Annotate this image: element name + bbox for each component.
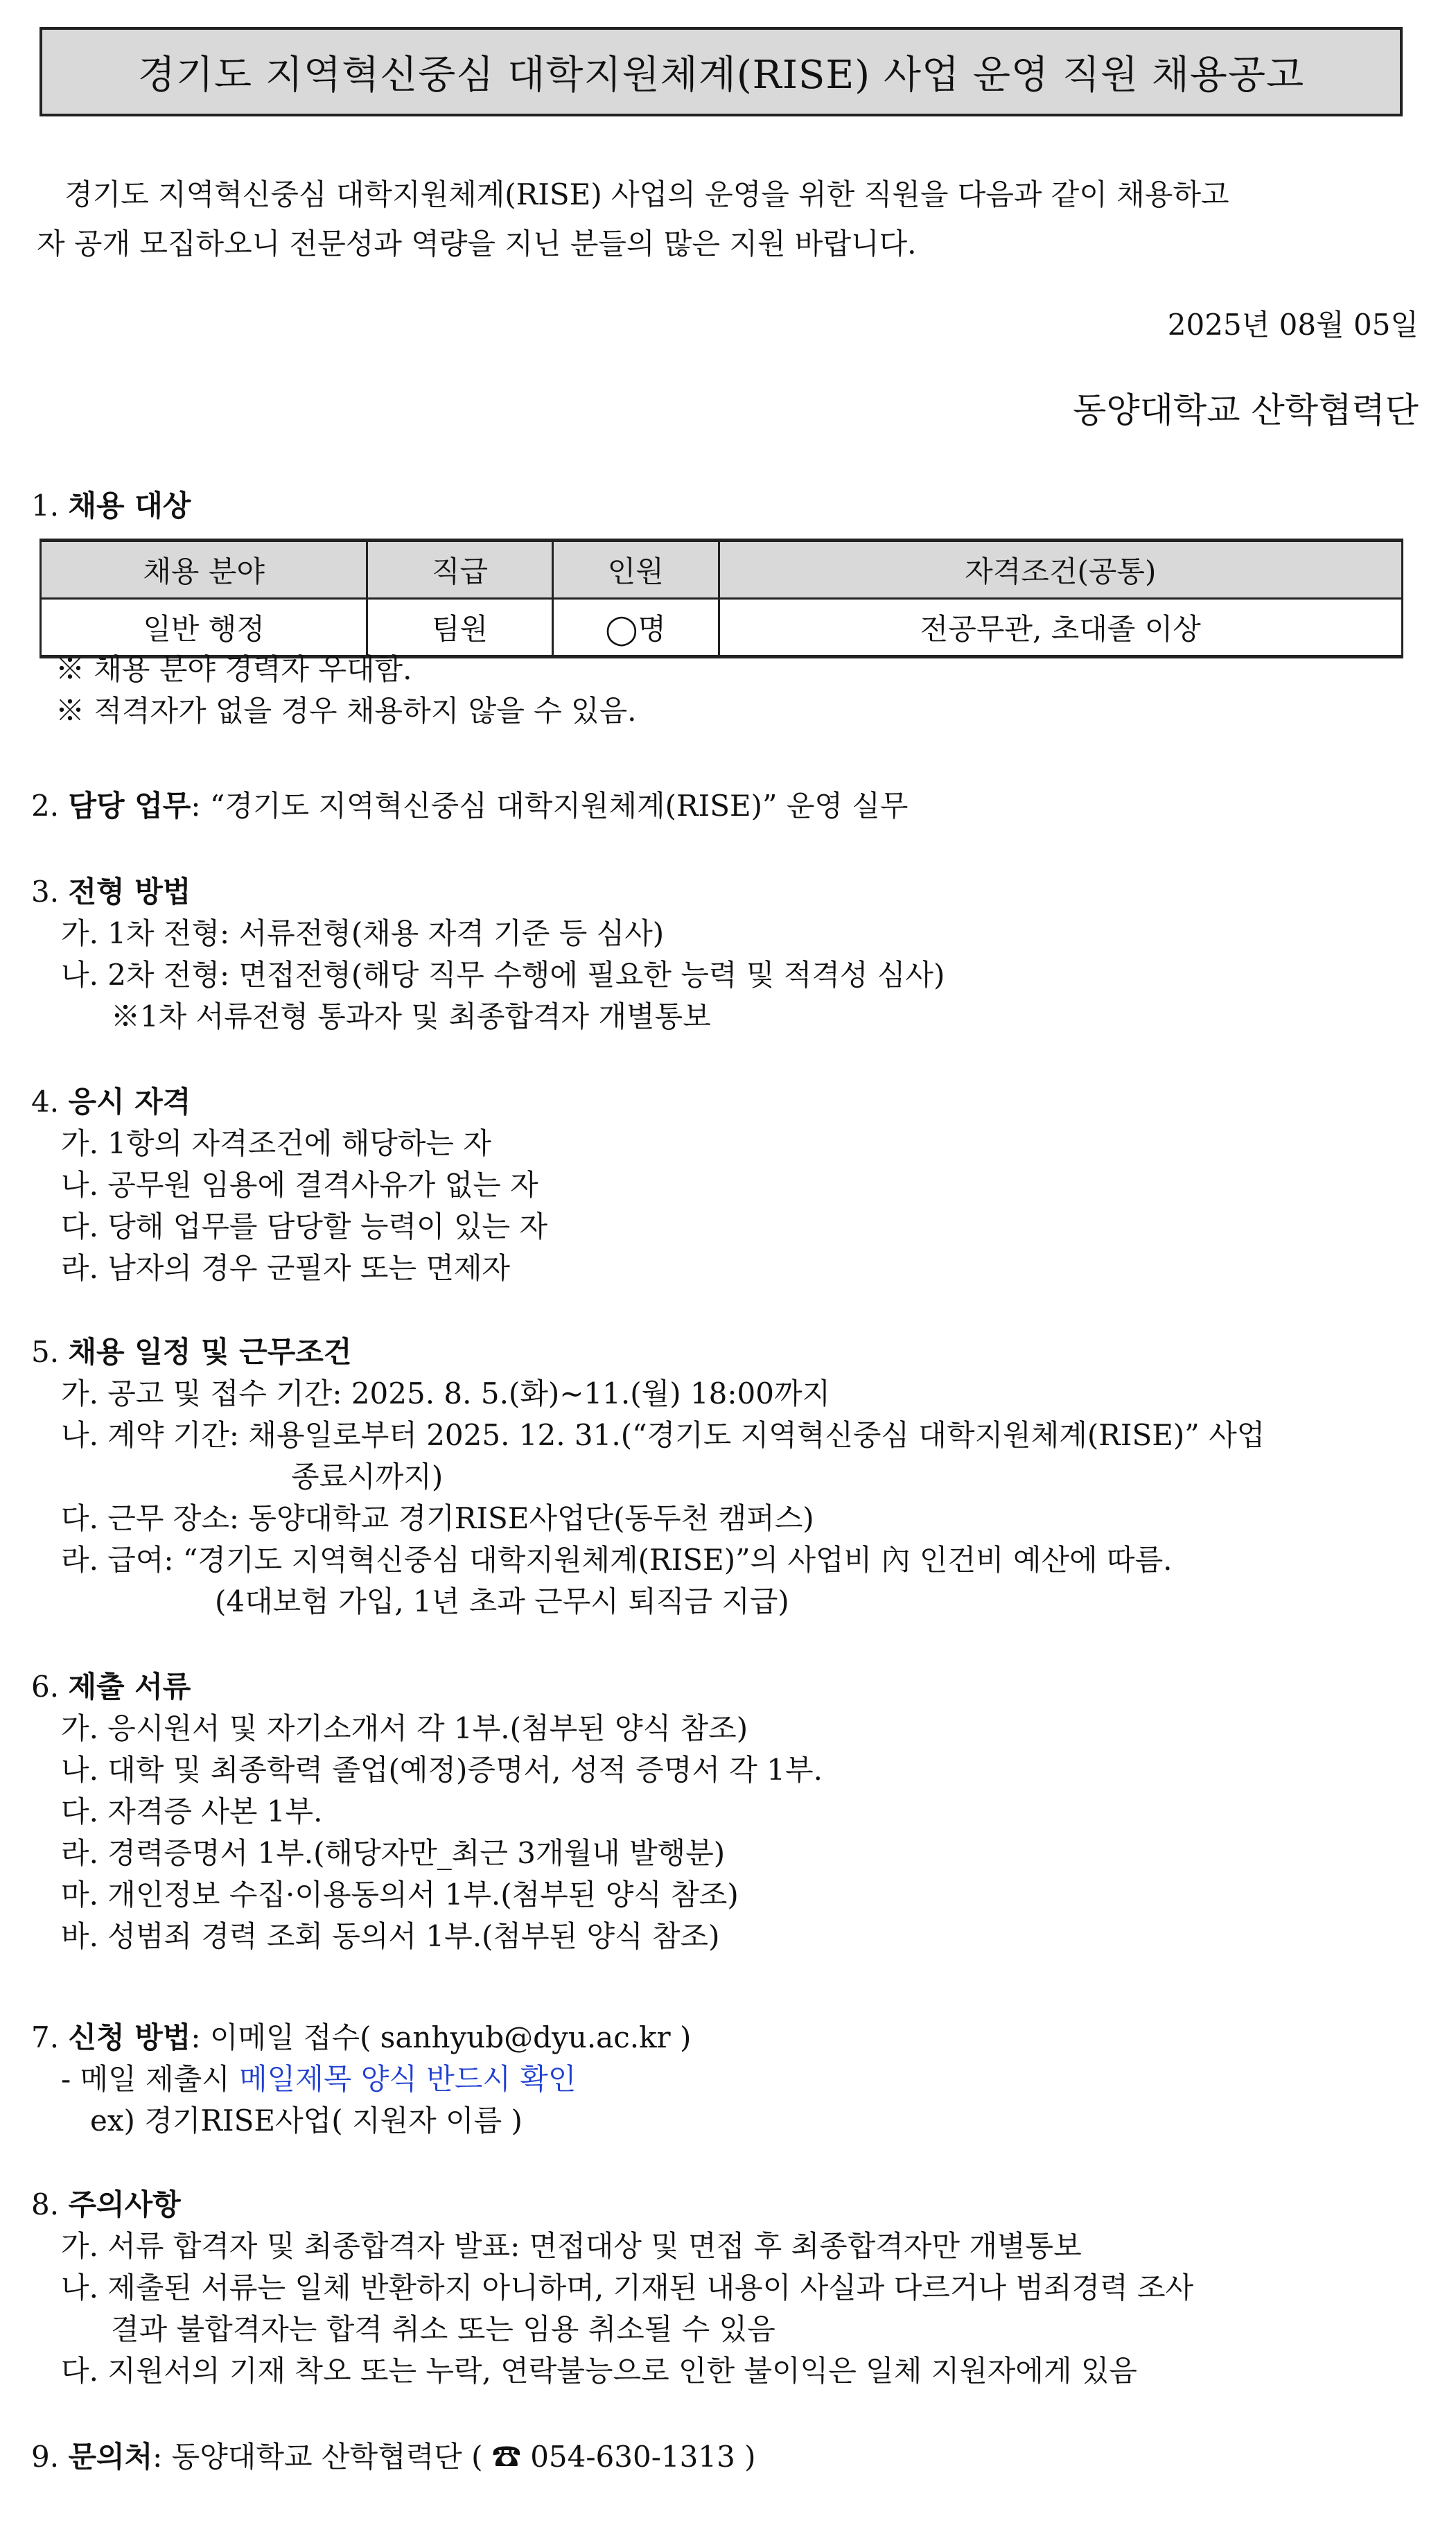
list-item: 가. 공고 및 접수 기간: 2025. 8. 5.(화)~11.(월) 18:00까지: [61, 1377, 831, 1410]
list-item: 나. 제출된 서류는 일체 반환하지 아니하며, 기재된 내용이 사실과 다르거나 범죄경력 조사: [61, 2271, 1194, 2305]
list-item: 나. 2차 전형: 면접전형(해당 직무 수행에 필요한 능력 및 적격성 심사): [61, 958, 945, 992]
list-item: 마. 개인정보 수집·이용동의서 1부.(첨부된 양식 참조): [61, 1878, 739, 1912]
section-9-number: 9.: [31, 2440, 60, 2474]
section-5-number: 5.: [31, 1335, 60, 1369]
list-item: 바. 성범죄 경력 조회 동의서 1부.(첨부된 양식 참조): [61, 1919, 720, 1953]
section-4-title: 응시 자격: [68, 1085, 191, 1119]
section-1-note: ※ 적격자가 없을 경우 채용하지 않을 수 있음.: [55, 694, 637, 728]
list-item: 다. 자격증 사본 1부.: [61, 1794, 323, 1828]
table-header-cell: 직급: [367, 541, 553, 599]
section-3-title: 전형 방법: [68, 875, 191, 909]
list-item: 나. 대학 및 최종학력 졸업(예정)증명서, 성적 증명서 각 1부.: [61, 1753, 823, 1787]
section-7-number: 7.: [31, 2020, 60, 2054]
list-item: 라. 남자의 경우 군필자 또는 면제자: [61, 1251, 511, 1285]
email-subject-example: ex) 경기RISE사업( 지원자 이름 ): [90, 2104, 523, 2138]
section-1-note: ※ 채용 분야 경력자 우대함.: [55, 652, 412, 686]
list-item: 다. 근무 장소: 동양대학교 경기RISE사업단(동두천 캠퍼스): [61, 1501, 814, 1535]
section-2-number: 2.: [31, 789, 60, 823]
section-1-heading: [31, 481, 191, 530]
table-header-cell: 자격조건(공통): [719, 541, 1402, 599]
phone-icon: ☎: [491, 2440, 521, 2474]
list-item: 나. 공무원 임용에 결격사유가 없는 자: [61, 1168, 538, 1202]
organization-name: 동양대학교 산학협력단: [1073, 390, 1419, 430]
table-header-cell: 인원: [552, 541, 719, 599]
announcement-date: 2025년 08월 05일: [1167, 308, 1419, 342]
section-6-title: 제출 서류: [68, 1670, 191, 1704]
list-item: 다. 지원서의 기재 착오 또는 누락, 연락불능으로 인한 불이익은 일체 지원자에게 있음: [61, 2354, 1138, 2388]
list-item: 가. 서류 합격자 및 최종합격자 발표: 면접대상 및 면접 후 최종합격자만 개별통보: [61, 2229, 1082, 2263]
page-title: 경기도 지역혁신중심 대학지원체계(RISE) 사업 운영 직원 채용공고: [40, 27, 1403, 116]
section-2-heading: [31, 781, 909, 830]
email-instruction-prefix: - 메일 제출시: [61, 2062, 240, 2096]
list-item: 가. 1차 전형: 서류전형(채용 자격 기준 등 심사): [61, 916, 665, 950]
section-8-number: 8.: [31, 2187, 60, 2221]
section-3-number: 3.: [31, 875, 60, 909]
section-1-title: 채용 대상: [68, 489, 191, 523]
section-2-text: : “경기도 지역혁신중심 대학지원체계(RISE)” 운영 실무: [191, 789, 909, 823]
contact-email: : 이메일 접수( sanhyub@dyu.ac.kr ): [191, 2020, 692, 2054]
recruitment-table: [40, 539, 1403, 658]
list-item: 라. 급여: “경기도 지역혁신중심 대학지원체계(RISE)”의 사업비 內 인건비 예산에 따름.: [61, 1543, 1173, 1577]
list-item: 가. 응시원서 및 자기소개서 각 1부.(첨부된 양식 참조): [61, 1711, 748, 1745]
intro-line-2: 자 공개 모집하오니 전문성과 역량을 지닌 분들의 많은 지원 바랍니다.: [37, 227, 917, 261]
contact-phone: 054-630-1313 ): [520, 2440, 756, 2474]
section-5-title: 채용 일정 및 근무조건: [68, 1335, 352, 1369]
section-7-title: 신청 방법: [68, 2020, 191, 2054]
section-2-title: 담당 업무: [68, 789, 191, 823]
section-3-note: ※1차 서류전형 통과자 및 최종합격자 개별통보: [111, 999, 711, 1033]
table-header-row: [41, 541, 1403, 599]
section-8-title: 주의사항: [68, 2187, 181, 2221]
list-item: 라. 경력증명서 1부.(해당자만_최근 3개월내 발행분): [61, 1836, 726, 1870]
list-item-continued: 종료시까지): [291, 1460, 444, 1494]
email-instruction-highlight: 메일제목 양식 반드시 확인: [239, 2062, 577, 2096]
table-cell: 전공무관, 초대졸 이상: [719, 599, 1402, 657]
section-9-title: 문의처: [68, 2440, 153, 2474]
list-item-continued: 결과 불합격자는 합격 취소 또는 임용 취소될 수 있음: [111, 2312, 775, 2346]
list-item-continued: (4대보험 가입, 1년 초과 근무시 퇴직금 지급): [215, 1584, 789, 1618]
table-cell: 일반 행정: [41, 599, 367, 657]
table-header-cell: 채용 분야: [41, 541, 367, 599]
contact-org: : 동양대학교 산학협력단 (: [152, 2440, 492, 2474]
list-item: 가. 1항의 자격조건에 해당하는 자: [61, 1126, 491, 1160]
list-item: 나. 계약 기간: 채용일로부터 2025. 12. 31.(“경기도 지역혁신중심 대학지원체계(RISE)” 사업: [61, 1418, 1265, 1452]
section-4-number: 4.: [31, 1085, 60, 1119]
table-cell: 팀원: [367, 599, 553, 657]
intro-line-1: 경기도 지역혁신중심 대학지원체계(RISE) 사업의 운영을 위한 직원을 다음과 같이 채용하고: [64, 177, 1229, 211]
list-item: 다. 당해 업무를 담당할 능력이 있는 자: [61, 1209, 548, 1243]
table-cell: ◯명: [552, 599, 719, 657]
section-6-number: 6.: [31, 1670, 60, 1704]
section-1-number: 1.: [31, 489, 60, 523]
intro-paragraph: [37, 170, 1416, 268]
section-9-heading: [31, 2432, 756, 2481]
